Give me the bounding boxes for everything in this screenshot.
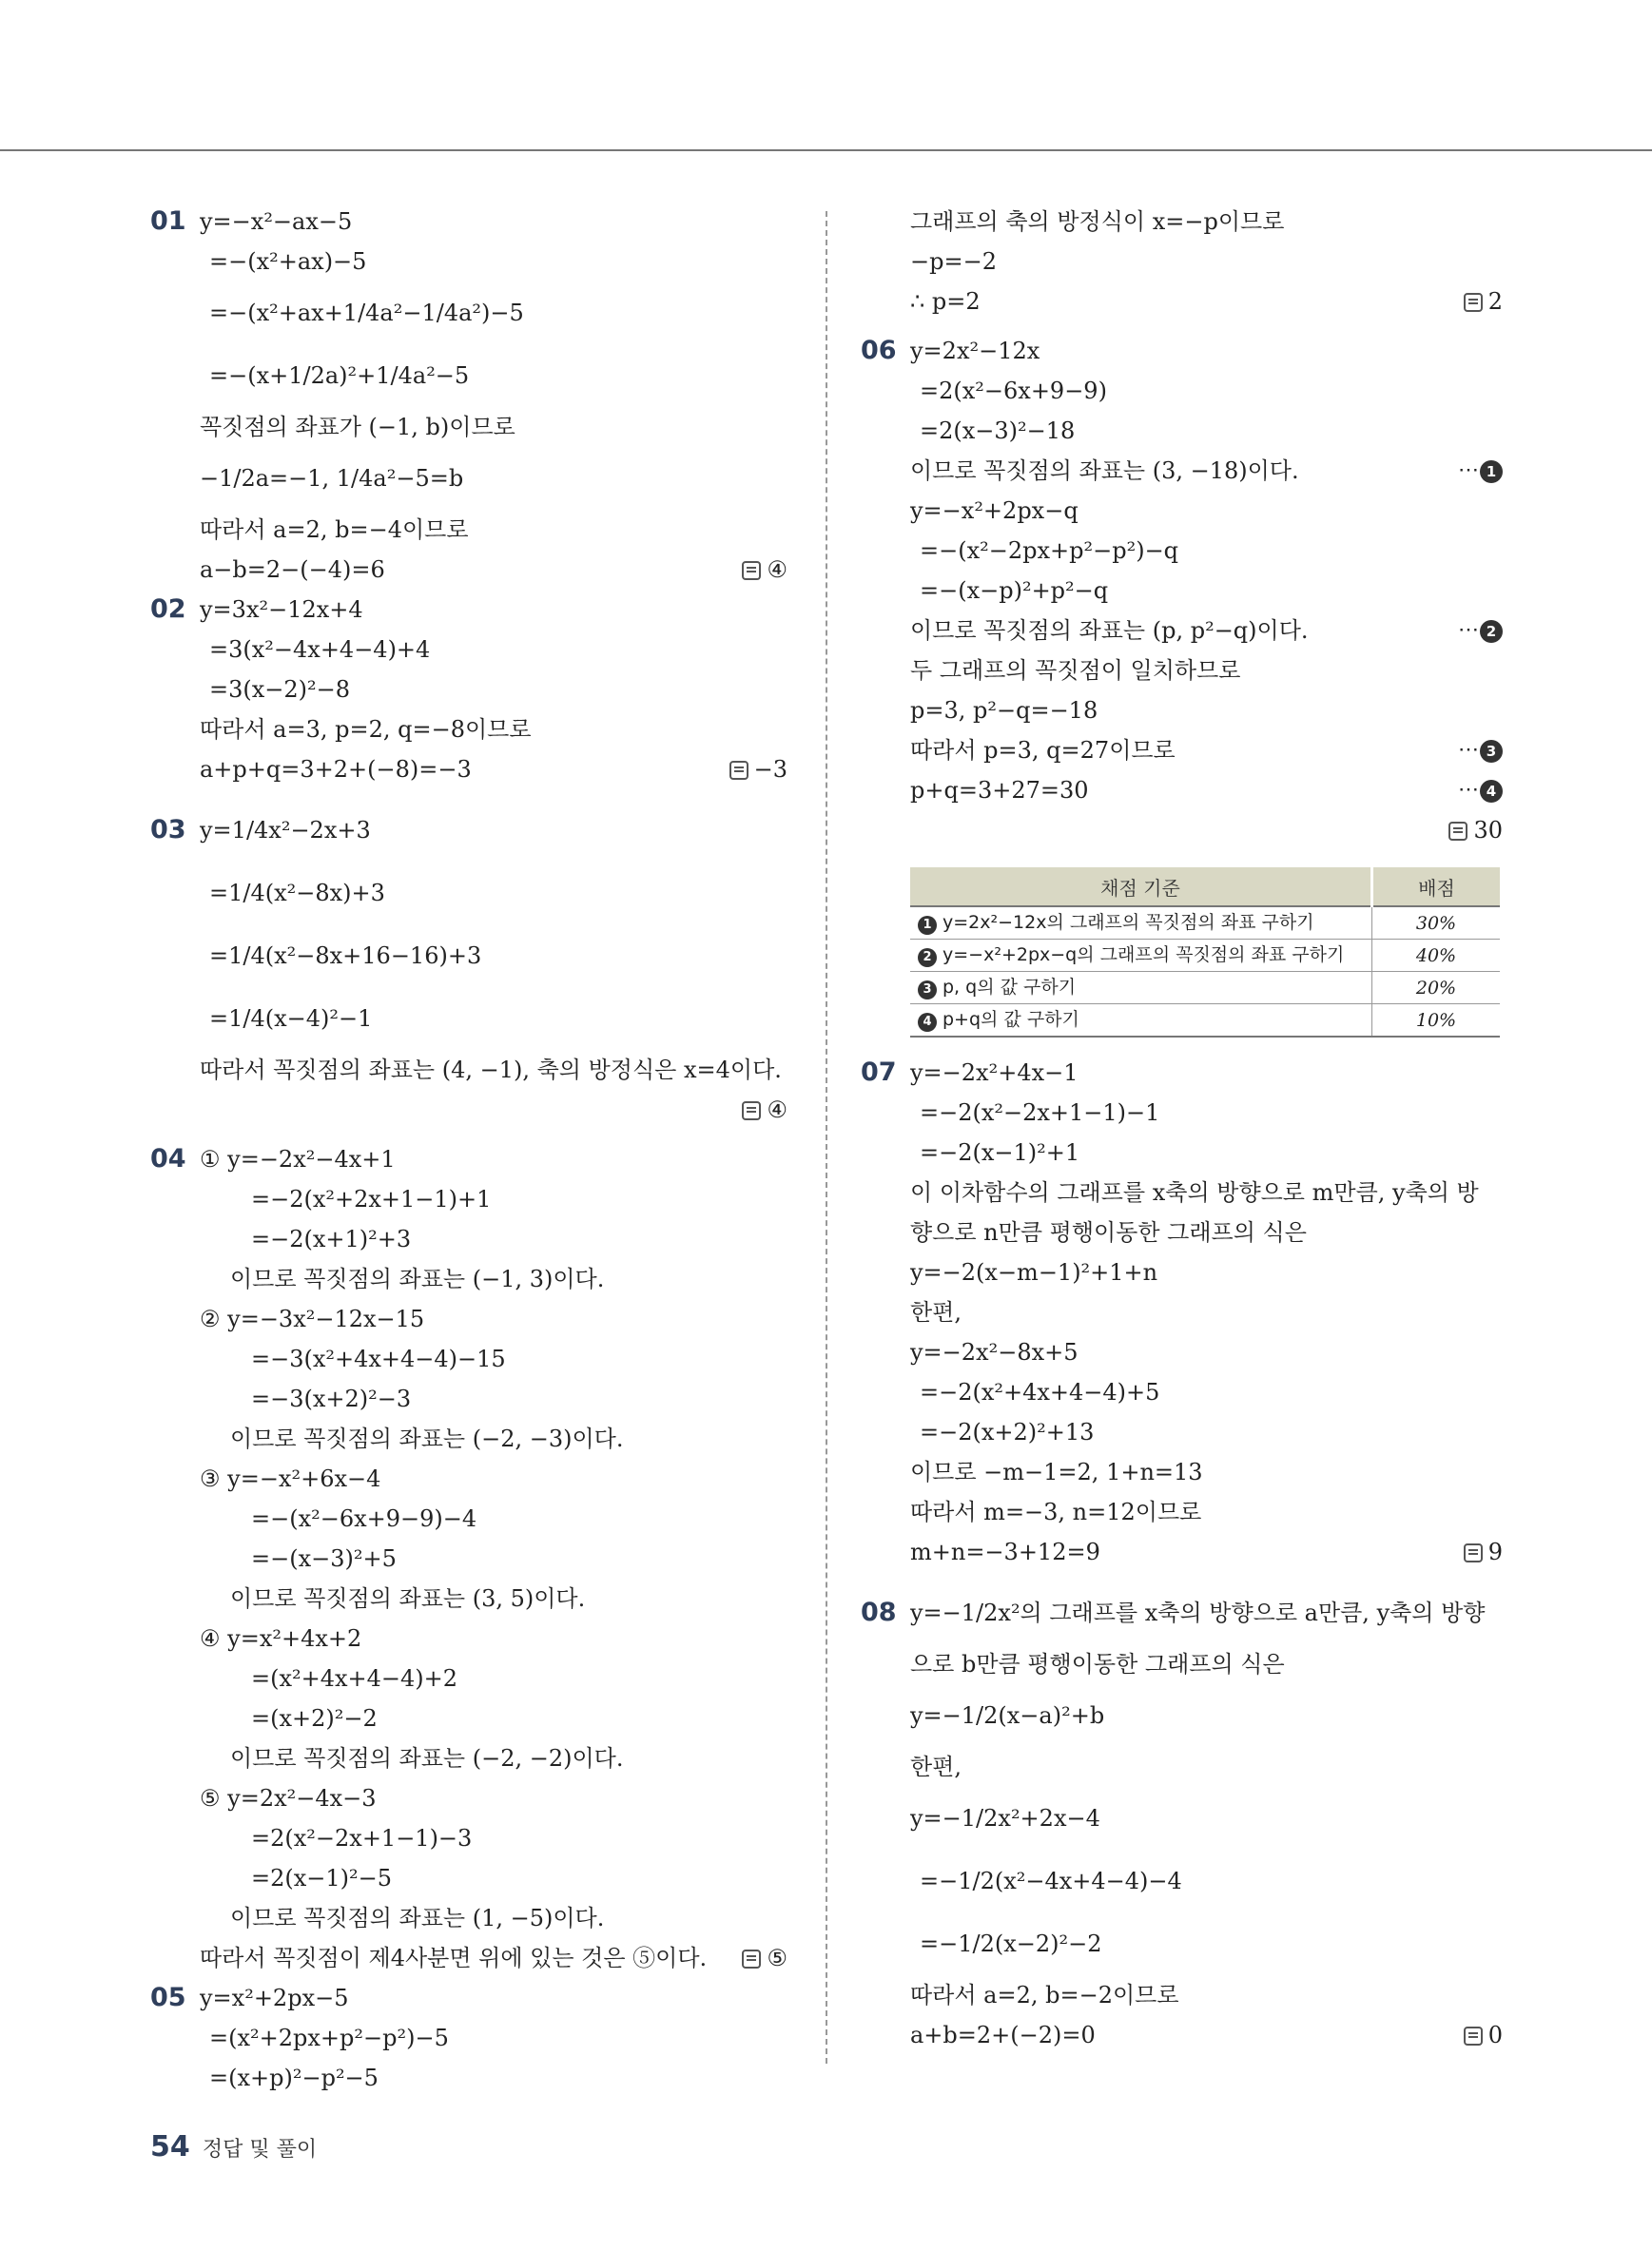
rubric-text: y=2x²−12x의 그래프의 꼭짓점의 좌표 구하기 <box>943 912 1314 933</box>
solution-line: =−2(x²+2x+1−1)+1 <box>251 1186 492 1213</box>
solution-line: 향으로 n만큼 평행이동한 그래프의 식은 <box>910 1219 1307 1246</box>
rubric-criterion <box>910 906 1372 940</box>
rubric-criterion <box>910 972 1372 1004</box>
solution-line <box>910 281 1503 321</box>
answer-icon <box>1464 293 1483 312</box>
step-marker-1 <box>1458 451 1503 491</box>
solution-line: ① y=−2x²−4x+1 <box>200 1146 396 1173</box>
answer-icon <box>729 761 748 780</box>
solution-line: =−2(x²+4x+4−4)+5 <box>920 1379 1160 1406</box>
solution-line: y=2x²−12x <box>910 338 1040 364</box>
problem-02 <box>150 590 787 789</box>
solution-line: y=−1/2x²의 그래프를 x축의 방향으로 a만큼, y축의 방향 <box>910 1600 1486 1626</box>
answer-badge <box>729 749 787 789</box>
answer-badge <box>742 1938 787 1978</box>
solution-line <box>910 810 1503 850</box>
solution-line: ④ y=x²+4x+2 <box>200 1625 362 1652</box>
problem-05 <box>150 1978 787 2098</box>
header-rule <box>0 149 1652 151</box>
solution-line: 꼭짓점의 좌표가 (−1, b)이므로 <box>200 414 515 440</box>
solution-line: =−(x−p)²+p²−q <box>920 577 1109 604</box>
solution-line: y=−1/2(x−a)²+b <box>910 1702 1105 1729</box>
solution-text: a−b=2−(−4)=6 <box>200 556 385 583</box>
answer-badge <box>1464 1532 1503 1572</box>
step-number: 4 <box>918 1013 937 1032</box>
solution-text: 따라서 꼭짓점이 제4사분면 위에 있는 것은 ⑤이다. <box>200 1945 708 1971</box>
solution-text: p+q=3+27=30 <box>910 777 1089 804</box>
solution-line: 이므로 −m−1=2, 1+n=13 <box>910 1459 1203 1485</box>
step-marker-3 <box>1458 730 1503 770</box>
step-number: 1 <box>918 916 937 935</box>
solution-line: =−(x+1/2a)²+1/4a²−5 <box>209 362 470 389</box>
rubric-header-row <box>910 867 1500 906</box>
solution-line: 이므로 꼭짓점의 좌표는 (−2, −3)이다. <box>230 1426 624 1452</box>
rubric-text: p, q의 값 구하기 <box>943 977 1077 998</box>
problem-06 <box>861 331 1503 850</box>
step-dots: ⋯ <box>1458 458 1480 482</box>
answer-icon <box>742 1950 761 1969</box>
solution-line: 이므로 꼭짓점의 좌표는 (−1, 3)이다. <box>230 1266 605 1292</box>
solution-line <box>200 1090 787 1130</box>
rubric-text: p+q의 값 구하기 <box>943 1009 1079 1030</box>
rubric-row <box>910 906 1500 940</box>
solution-line: =(x²+2px+p²−p²)−5 <box>209 2025 449 2051</box>
solution-line <box>910 2015 1503 2055</box>
solution-line: −1/2a=−1, 1/4a²−5=b <box>200 465 464 492</box>
answer-value: −3 <box>753 756 787 783</box>
problem-07 <box>861 1053 1503 1572</box>
step-number: 1 <box>1480 460 1503 483</box>
solution-line: =−3(x+2)²−3 <box>251 1386 412 1412</box>
answer-value: 30 <box>1473 817 1503 844</box>
problem-03 <box>150 799 787 1130</box>
solution-line <box>200 550 787 590</box>
solution-line: =(x²+4x+4−4)+2 <box>251 1665 458 1692</box>
page-footer <box>150 2130 317 2164</box>
solution-line: 따라서 a=2, b=−2이므로 <box>910 1982 1179 2008</box>
step-number: 2 <box>1480 620 1503 643</box>
solution-line <box>910 451 1503 491</box>
solution-line <box>910 730 1503 770</box>
solution-line: =2(x²−2x+1−1)−3 <box>251 1825 473 1852</box>
solution-line: =3(x−2)²−8 <box>209 676 351 703</box>
answer-value: ⑤ <box>767 1945 787 1971</box>
solution-line: =2(x−3)²−18 <box>920 417 1076 444</box>
solution-line: =−2(x²−2x+1−1)−1 <box>920 1099 1160 1126</box>
solution-line: y=−x²+2px−q <box>910 497 1079 524</box>
problem-number: 04 <box>150 1144 186 1174</box>
solution-line: =−(x²+ax)−5 <box>209 248 367 275</box>
solution-line: y=−2x²−8x+5 <box>910 1339 1079 1366</box>
solution-line: =−(x²+ax+1/4a²−1/4a²)−5 <box>209 300 524 326</box>
solution-line: =1/4(x²−8x+16−16)+3 <box>209 942 482 969</box>
step-number: 3 <box>918 980 937 999</box>
solution-line: 으로 b만큼 평행이동한 그래프의 식은 <box>910 1651 1285 1678</box>
solution-line: =(x+p)²−p²−5 <box>209 2065 379 2091</box>
step-number: 3 <box>1480 740 1503 763</box>
solution-line: y=−1/2x²+2x−4 <box>910 1805 1100 1832</box>
solution-line: 이므로 꼭짓점의 좌표는 (3, 5)이다. <box>230 1585 586 1612</box>
solution-line: y=−2x²+4x−1 <box>910 1059 1079 1086</box>
answer-icon <box>1464 2027 1483 2046</box>
solution-line: =−2(x+2)²+13 <box>920 1419 1095 1446</box>
problem-number: 06 <box>861 336 897 365</box>
rubric-row <box>910 1004 1500 1038</box>
answer-badge <box>1464 281 1503 321</box>
step-marker-2 <box>1458 611 1503 650</box>
problem-number: 08 <box>861 1598 897 1627</box>
rubric-points: 40% <box>1372 940 1501 972</box>
solution-line: 이므로 꼭짓점의 좌표는 (1, −5)이다. <box>230 1905 605 1931</box>
step-dots: ⋯ <box>1458 618 1480 642</box>
step-number: 4 <box>1480 780 1503 803</box>
page-number: 54 <box>150 2130 190 2164</box>
solution-line: =−1/2(x²−4x+4−4)−4 <box>920 1868 1182 1894</box>
rubric-header-criteria: 채점 기준 <box>910 867 1372 906</box>
solution-line: =2(x²−6x+9−9) <box>920 378 1107 404</box>
solution-line: =−(x−3)²+5 <box>251 1545 397 1572</box>
solution-line: y=1/4x²−2x+3 <box>200 817 371 844</box>
solution-line: 따라서 a=2, b=−4이므로 <box>200 516 469 543</box>
solution-text: a+b=2+(−2)=0 <box>910 2022 1096 2048</box>
solution-line: 그래프의 축의 방정식이 x=−p이므로 <box>910 208 1285 235</box>
answer-badge <box>742 550 787 590</box>
solution-line: ② y=−3x²−12x−15 <box>200 1306 425 1332</box>
rubric-criterion <box>910 1004 1372 1038</box>
rubric-header-points: 배점 <box>1372 867 1501 906</box>
problem-01 <box>150 202 787 590</box>
rubric-text: y=−x²+2px−q의 그래프의 꼭짓점의 좌표 구하기 <box>943 944 1345 965</box>
answer-icon <box>742 1101 761 1120</box>
problem-number: 05 <box>150 1983 186 2012</box>
step-dots: ⋯ <box>1458 738 1480 762</box>
scoring-rubric-table <box>910 867 1500 1038</box>
rubric-row <box>910 972 1500 1004</box>
solution-text: 이므로 꼭짓점의 좌표는 (3, −18)이다. <box>910 457 1299 484</box>
solution-line: =−(x²−2px+p²−p²)−q <box>920 537 1179 564</box>
solution-line: =(x+2)²−2 <box>251 1705 378 1732</box>
rubric-points: 10% <box>1372 1004 1501 1038</box>
rubric-points: 30% <box>1372 906 1501 940</box>
footer-label: 정답 및 풀이 <box>202 2138 318 2162</box>
solution-text: m+n=−3+12=9 <box>910 1539 1100 1565</box>
answer-badge <box>742 1090 787 1130</box>
solution-text: 이므로 꼭짓점의 좌표는 (p, p²−q)이다. <box>910 617 1309 644</box>
solution-line: =1/4(x−4)²−1 <box>209 1005 373 1032</box>
solution-line: 이므로 꼭짓점의 좌표는 (−2, −2)이다. <box>230 1745 624 1772</box>
rubric-points: 20% <box>1372 972 1501 1004</box>
problem-04 <box>150 1139 787 1978</box>
answer-value: 2 <box>1487 288 1503 315</box>
solution-line: =−2(x−1)²+1 <box>920 1139 1080 1166</box>
solution-line <box>910 1532 1503 1572</box>
answer-icon <box>742 561 761 580</box>
problem-number: 02 <box>150 594 186 624</box>
solution-text: ∴ p=2 <box>910 288 981 315</box>
solution-line: −p=−2 <box>910 248 997 275</box>
problem-number: 01 <box>150 206 186 236</box>
solution-line: ⑤ y=2x²−4x−3 <box>200 1785 377 1812</box>
solution-line: y=3x²−12x+4 <box>200 596 363 623</box>
problem-05-continued <box>861 202 1503 321</box>
solution-line: =2(x−1)²−5 <box>251 1865 393 1892</box>
solution-line: p=3, p²−q=−18 <box>910 697 1098 724</box>
solution-line <box>910 611 1503 650</box>
right-column <box>861 202 1503 2055</box>
answer-icon <box>1448 822 1467 841</box>
solution-line: 이 이차함수의 그래프를 x축의 방향으로 m만큼, y축의 방 <box>910 1179 1479 1206</box>
solution-line: ③ y=−x²+6x−4 <box>200 1465 381 1492</box>
solution-line: 따라서 꼭짓점의 좌표는 (4, −1), 축의 방정식은 x=4이다. <box>200 1057 782 1083</box>
rubric-row <box>910 940 1500 972</box>
answer-icon <box>1464 1543 1483 1562</box>
solution-line: =1/4(x²−8x)+3 <box>209 880 385 906</box>
answer-badge <box>1464 2015 1503 2055</box>
solution-line: 따라서 m=−3, n=12이므로 <box>910 1499 1202 1525</box>
answer-value: ④ <box>767 1096 787 1123</box>
solution-line: =−3(x²+4x+4−4)−15 <box>251 1346 506 1372</box>
problem-08 <box>861 1582 1503 2055</box>
solution-text: a+p+q=3+2+(−8)=−3 <box>200 756 472 783</box>
answer-value: 9 <box>1487 1539 1503 1565</box>
step-marker-4 <box>1458 770 1503 810</box>
solution-line: =−2(x+1)²+3 <box>251 1226 412 1252</box>
solution-line: y=−2(x−m−1)²+1+n <box>910 1259 1158 1286</box>
column-divider <box>826 211 827 2064</box>
solution-line: =3(x²−4x+4−4)+4 <box>209 636 431 663</box>
left-column <box>150 202 787 2098</box>
solution-line: 두 그래프의 꼭짓점이 일치하므로 <box>910 657 1241 684</box>
problem-number: 03 <box>150 815 186 844</box>
solution-line: =−1/2(x−2)²−2 <box>920 1931 1102 1957</box>
answer-value: ④ <box>767 556 787 583</box>
problem-number: 07 <box>861 1058 897 1087</box>
solution-line <box>200 1938 787 1978</box>
solution-line: 한편, <box>910 1754 962 1780</box>
solution-line <box>200 749 787 789</box>
solution-text: 따라서 p=3, q=27이므로 <box>910 737 1176 764</box>
solution-line <box>910 770 1503 810</box>
answer-value: 0 <box>1487 2022 1503 2048</box>
solution-line: =−(x²−6x+9−9)−4 <box>251 1505 477 1532</box>
solution-line: y=x²+2px−5 <box>200 1985 349 2011</box>
rubric-criterion <box>910 940 1372 972</box>
solution-line: 한편, <box>910 1299 962 1326</box>
step-number: 2 <box>918 948 937 967</box>
solution-line: y=−x²−ax−5 <box>200 208 353 235</box>
answer-badge <box>1448 810 1503 850</box>
solution-line: 따라서 a=3, p=2, q=−8이므로 <box>200 716 532 743</box>
step-dots: ⋯ <box>1458 778 1480 802</box>
